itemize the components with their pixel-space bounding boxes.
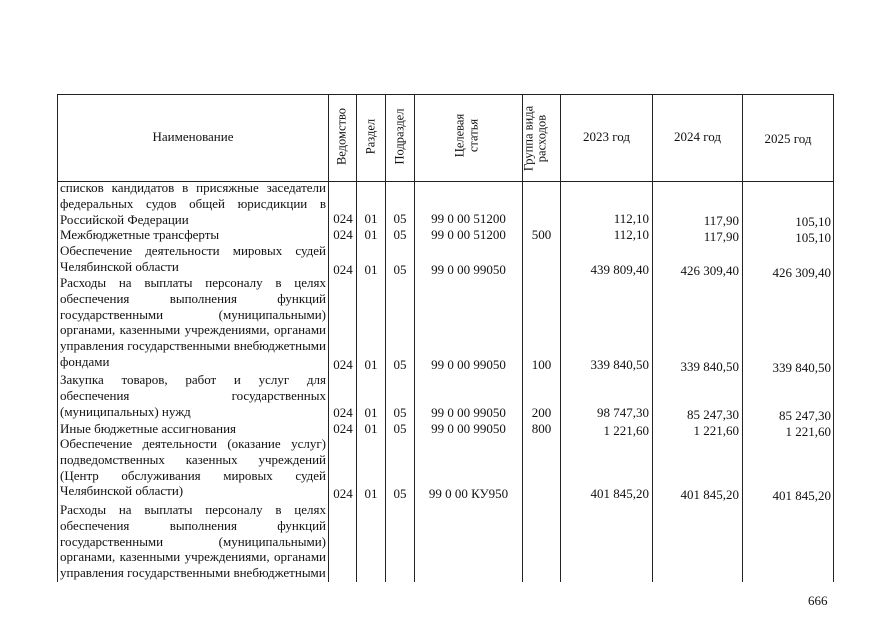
cell-2024: 117,90 xyxy=(703,213,739,228)
table-row-name: Обеспечение деятельности (оказание услуг) подведомственных казенных учреждений (Центр обслуживания мировых судей Челябинской области) xyxy=(60,436,326,499)
cell-2025: 105,10 xyxy=(795,214,831,229)
cell-ved: 024 xyxy=(333,227,353,242)
cell-2023: 1 221,60 xyxy=(603,423,649,438)
cell-2024: 401 845,20 xyxy=(680,487,739,502)
col-divider-razdel xyxy=(385,94,386,582)
table-left-border xyxy=(57,94,58,582)
table-row-name: Обеспечение деятельности мировых судей Челябинской области xyxy=(60,243,326,274)
cell-razdel: 01 xyxy=(364,227,378,242)
header-vedomstvo: Ведомство xyxy=(334,107,349,166)
col-divider-name xyxy=(328,94,329,582)
cell-2024: 1 221,60 xyxy=(693,423,739,438)
cell-podrazdel: 05 xyxy=(393,405,407,420)
cell-celevaya: 99 0 00 99050 xyxy=(431,405,506,420)
cell-ved: 024 xyxy=(333,357,353,372)
cell-ved: 024 xyxy=(333,262,353,277)
cell-2023: 401 845,20 xyxy=(590,486,649,501)
cell-celevaya: 99 0 00 99050 xyxy=(431,357,506,372)
cell-2025: 105,10 xyxy=(795,230,831,245)
header-2025: 2025 год xyxy=(764,131,812,146)
cell-2025: 401 845,20 xyxy=(772,488,831,503)
cell-gruppa: 100 xyxy=(531,357,552,372)
cell-razdel: 01 xyxy=(364,421,378,436)
cell-razdel: 01 xyxy=(364,211,378,226)
cell-razdel: 01 xyxy=(364,357,378,372)
cell-2023: 339 840,50 xyxy=(590,357,649,372)
col-divider-podrazdel xyxy=(414,94,415,582)
cell-2023: 112,10 xyxy=(613,211,649,226)
header-razdel: Раздел xyxy=(363,118,378,155)
col-divider-ved xyxy=(356,94,357,582)
cell-razdel: 01 xyxy=(364,262,378,277)
cell-2025: 85 247,30 xyxy=(779,408,831,423)
cell-2024: 85 247,30 xyxy=(687,407,739,422)
cell-2025: 426 309,40 xyxy=(772,265,831,280)
header-gruppa-line1: Группа вида xyxy=(521,105,536,172)
cell-2024: 339 840,50 xyxy=(680,359,739,374)
cell-podrazdel: 05 xyxy=(393,357,407,372)
col-divider-2023 xyxy=(652,94,653,582)
cell-2025: 1 221,60 xyxy=(785,424,831,439)
cell-ved: 024 xyxy=(333,486,353,501)
cell-podrazdel: 05 xyxy=(393,262,407,277)
cell-2023: 439 809,40 xyxy=(590,262,649,277)
cell-2023: 112,10 xyxy=(613,227,649,242)
cell-gruppa: 200 xyxy=(531,405,552,420)
cell-celevaya: 99 0 00 99050 xyxy=(431,262,506,277)
header-gruppa xyxy=(523,100,560,180)
cell-gruppa: 800 xyxy=(531,421,552,436)
table-row-name: Расходы на выплаты персоналу в целях обеспечения выполнения функций государственными (муниципальными) органами, казенными учреждениями, органами управления государственными внебюджетными xyxy=(60,502,326,581)
header-2024: 2024 год xyxy=(674,129,721,144)
page-number: 666 xyxy=(808,593,828,608)
cell-celevaya: 99 0 00 99050 xyxy=(431,421,506,436)
col-divider-2024 xyxy=(742,94,743,582)
table-right-border xyxy=(833,94,834,582)
cell-podrazdel: 05 xyxy=(393,421,407,436)
cell-celevaya: 99 0 00 51200 xyxy=(431,211,506,226)
cell-2023: 98 747,30 xyxy=(597,405,649,420)
table-row-name: Расходы на выплаты персоналу в целях обеспечения выполнения функций государственными (муниципальными) органами, казенными учреждениями, органами управления государственными внебюджетными фондами xyxy=(60,275,326,369)
cell-ved: 024 xyxy=(333,421,353,436)
header-celevaya xyxy=(418,107,518,167)
cell-2024: 117,90 xyxy=(703,229,739,244)
col-divider-gruppa xyxy=(560,94,561,582)
header-2023: 2023 год xyxy=(583,129,630,144)
header-celevaya-line1: Целевая xyxy=(452,113,467,158)
header-podrazdel: Подраздел xyxy=(392,108,407,165)
cell-razdel: 01 xyxy=(364,405,378,420)
cell-podrazdel: 05 xyxy=(393,211,407,226)
table-row-name: Межбюджетные трансферты xyxy=(60,227,220,242)
table-top-border xyxy=(57,94,833,95)
cell-2024: 426 309,40 xyxy=(680,263,739,278)
cell-gruppa: 500 xyxy=(531,227,552,242)
table-row-name: списков кандидатов в присяжные заседатели федеральных судов общей юрисдикции в Российской Федерации xyxy=(60,180,326,227)
cell-ved: 024 xyxy=(333,211,353,226)
header-name: Наименование xyxy=(152,129,234,144)
cell-razdel: 01 xyxy=(364,486,378,501)
table-row-name: Закупка товаров, работ и услуг для обеспечения государственных (муниципальных) нужд xyxy=(60,372,326,419)
cell-podrazdel: 05 xyxy=(393,486,407,501)
cell-celevaya: 99 0 00 51200 xyxy=(431,227,506,242)
cell-2025: 339 840,50 xyxy=(772,360,831,375)
header-celevaya-line2: статья xyxy=(466,118,481,153)
header-gruppa-line2: расходов xyxy=(534,114,549,163)
cell-celevaya: 99 0 00 КУ950 xyxy=(428,486,509,501)
table-row-name: Иные бюджетные ассигнования xyxy=(60,421,237,436)
cell-ved: 024 xyxy=(333,405,353,420)
cell-podrazdel: 05 xyxy=(393,227,407,242)
